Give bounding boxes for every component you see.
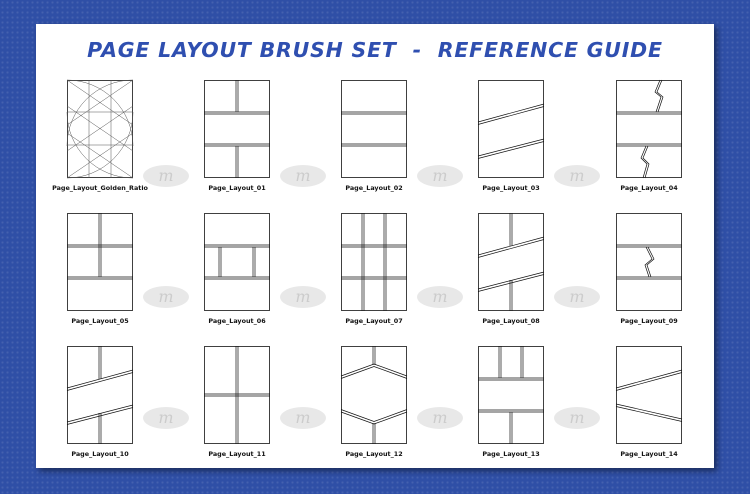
layout-05-diagram: [67, 213, 133, 311]
layout-14-diagram: [616, 346, 682, 444]
layout-thumbnail-09[interactable]: [616, 213, 682, 327]
layout-thumbnail-11[interactable]: [204, 346, 270, 460]
watermark-glyph: m: [295, 166, 311, 185]
layout-label: Page_Layout_11: [208, 450, 266, 458]
watermark-logo: [143, 407, 189, 429]
layout-label: Page_Layout_04: [620, 184, 678, 192]
watermark-logo: [280, 286, 326, 308]
layout-09-diagram: [616, 213, 682, 311]
watermark-glyph: m: [569, 166, 585, 185]
watermark-logo: [417, 407, 463, 429]
layout-label: Page_Layout_14: [620, 450, 678, 458]
watermark-glyph: m: [569, 287, 585, 306]
watermark-logo: [554, 407, 600, 429]
layout-11-diagram: [204, 346, 270, 444]
layout-thumbnail-golden-ratio[interactable]: [52, 80, 148, 194]
watermark-logo: [280, 407, 326, 429]
layout-02-diagram: [341, 80, 407, 178]
layout-label: Page_Layout_03: [482, 184, 540, 192]
layout-label: Page_Layout_13: [482, 450, 540, 458]
layout-thumbnail-03[interactable]: [478, 80, 544, 194]
layout-thumbnail-14[interactable]: [616, 346, 682, 460]
layout-label: Page_Layout_10: [71, 450, 129, 458]
watermark-glyph: m: [295, 287, 311, 306]
watermark-glyph: m: [158, 408, 174, 427]
layout-13-diagram: [478, 346, 544, 444]
layout-03-diagram: [478, 80, 544, 178]
watermark-glyph: m: [295, 408, 311, 427]
page-title: PAGE LAYOUT BRUSH SET - REFERENCE GUIDE: [87, 38, 663, 62]
reference-sheet: [36, 24, 714, 468]
layout-label: Page_Layout_01: [208, 184, 266, 192]
watermark-logo: [143, 286, 189, 308]
watermark-glyph: m: [432, 166, 448, 185]
watermark-glyph: m: [432, 408, 448, 427]
layout-label: Page_Layout_12: [345, 450, 403, 458]
layout-label: Page_Layout_09: [620, 317, 678, 325]
layout-12-diagram: [341, 346, 407, 444]
layout-thumbnail-12[interactable]: [341, 346, 407, 460]
layout-label: Page_Layout_08: [482, 317, 540, 325]
watermark-glyph: m: [158, 287, 174, 306]
layout-label: Page_Layout_06: [208, 317, 266, 325]
layout-label: Page_Layout_05: [71, 317, 129, 325]
layout-thumbnail-05[interactable]: [67, 213, 133, 327]
layout-thumbnail-04[interactable]: [616, 80, 682, 194]
watermark-glyph: m: [432, 287, 448, 306]
layout-06-diagram: [204, 213, 270, 311]
layout-04-diagram: [616, 80, 682, 178]
layout-07-diagram: [341, 213, 407, 311]
layout-thumbnail-01[interactable]: [204, 80, 270, 194]
layout-thumbnail-02[interactable]: [341, 80, 407, 194]
watermark-logo: [554, 286, 600, 308]
layout-thumbnail-06[interactable]: [204, 213, 270, 327]
watermark-logo: [417, 286, 463, 308]
layout-label: Page_Layout_02: [345, 184, 403, 192]
layout-thumbnail-08[interactable]: [478, 213, 544, 327]
layout-10-diagram: [67, 346, 133, 444]
watermark-glyph: m: [569, 408, 585, 427]
layout-label: Page_Layout_07: [345, 317, 403, 325]
layout-01-diagram: [204, 80, 270, 178]
watermark-glyph: m: [158, 166, 174, 185]
layout-label: Page_Layout_Golden_Ratio: [52, 184, 148, 192]
layout-08-diagram: [478, 213, 544, 311]
layout-thumbnail-13[interactable]: [478, 346, 544, 460]
layout-thumbnail-07[interactable]: [341, 213, 407, 327]
layout-thumbnail-10[interactable]: [67, 346, 133, 460]
golden-ratio-diagram: [67, 80, 133, 178]
